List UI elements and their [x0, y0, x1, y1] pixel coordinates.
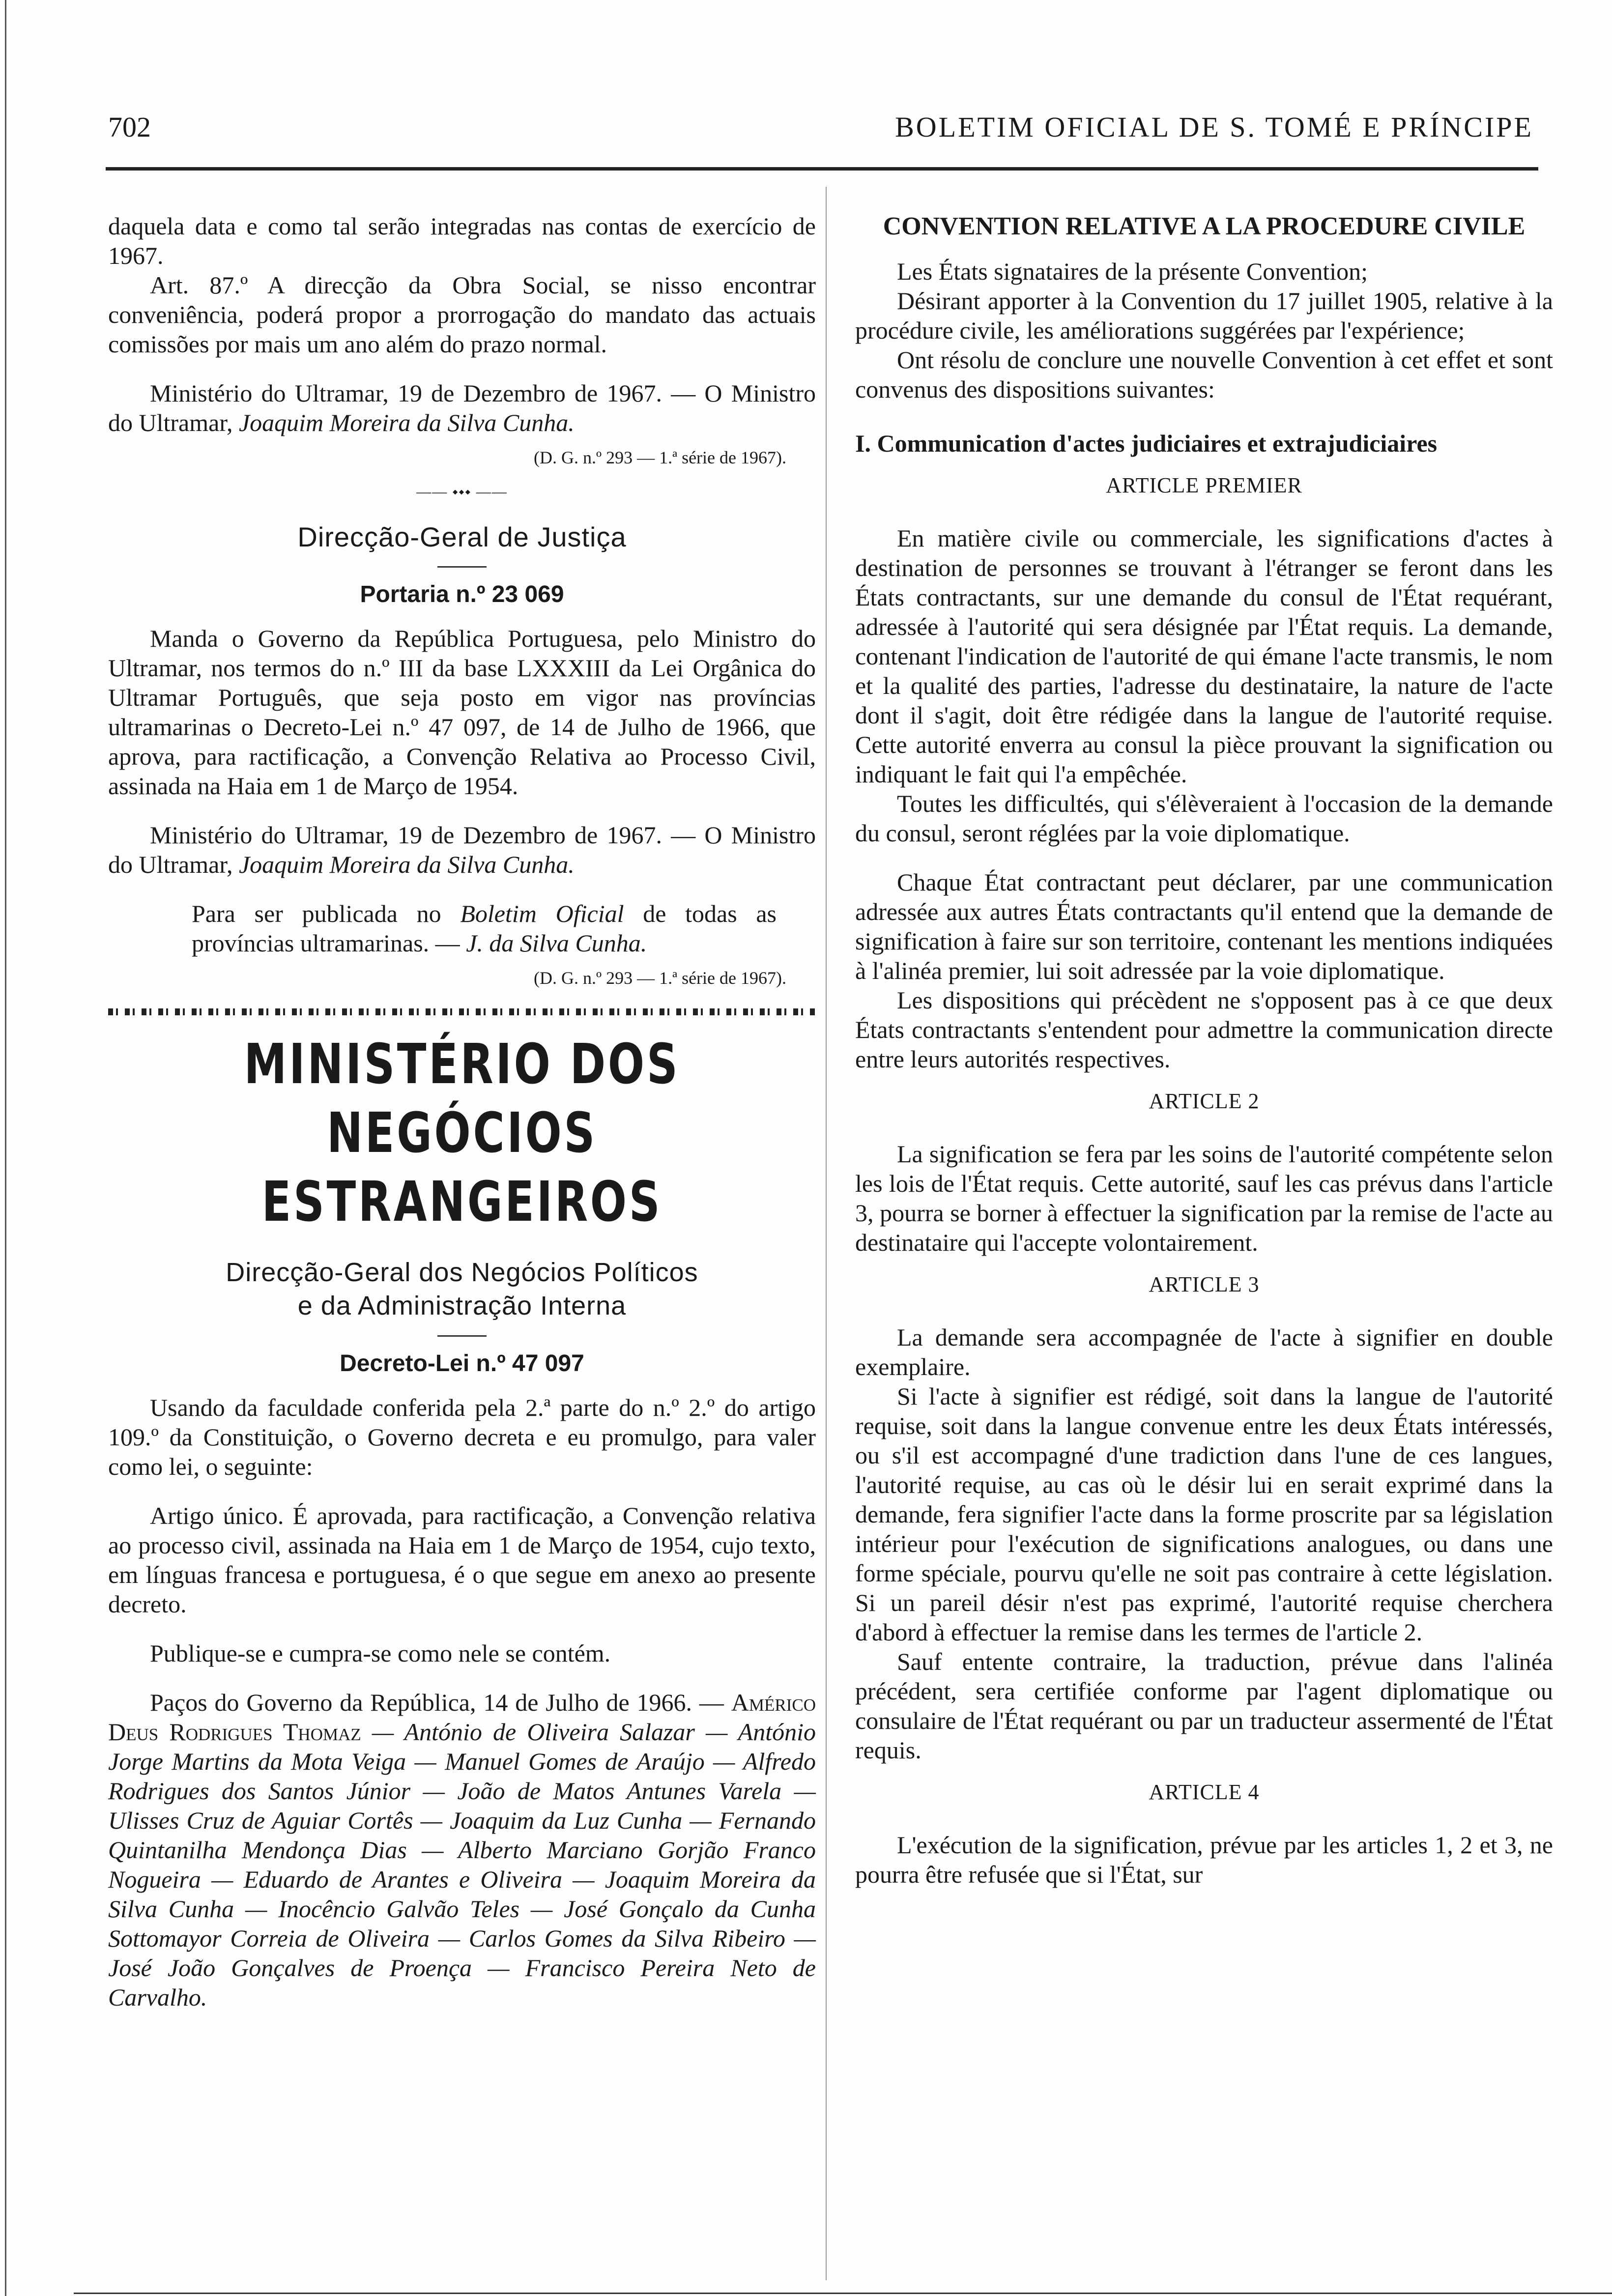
publique-clause: Publique-se e cumpra-se como nele se contém. [150, 1639, 611, 1667]
article-paragraph: L'exécution de la signification, prévue par les articles 1, 2 et 3, ne pourra être refusée que si l'État, sur [855, 1831, 1553, 1888]
publication-note-italic: Boletim Oficial [460, 899, 624, 927]
page-header [108, 106, 1533, 155]
convention-title: CONVENTION RELATIVE A LA PROCEDURE CIVILE [883, 212, 1526, 240]
preamble-paragraph: Désirant apporter à la Convention du 17 juillet 1905, relative à la procédure civile, les améliorations suggérées par l'expérience; [855, 287, 1553, 344]
department-heading: Direcção-Geral de Justiça [297, 521, 627, 553]
article-paragraph: La signification se fera par les soins de l'autorité compétente selon les lois de l'État requis. Cette autorité, sauf les cas prévus dans l'article 3, pourra se borner à effectuer la signification par la remise de l'acte au destinataire qui l'accepte volontairement. [855, 1140, 1553, 1256]
directorate-line: Direcção-Geral dos Negócios Políticos [226, 1258, 698, 1288]
section-heading: I. Communication d'actes judiciaires et extrajudiciaires [855, 430, 1438, 458]
signatories-block [108, 1688, 816, 2012]
article-paragraph: Sauf entente contraire, la traduction, prévue dans l'alinéa précédent, sera certifiée conforme par l'agent diplomatique ou consulaire de l'État requérant ou par un traducteur assermenté de l'État requis. [855, 1647, 1553, 1764]
signature-block-2 [108, 820, 816, 879]
ministry-line: Ministério do Ultramar, 19 de Dezembro de 1967. — O Ministro do Ultramar, [108, 821, 816, 878]
source-reference: (D. G. n.º 293 — 1.ª série de 1967). [533, 968, 786, 988]
portaria-title: Portaria n.º 23 069 [360, 581, 564, 608]
fleuron-divider: —— ⬩⬩⬩ —— [416, 484, 508, 500]
left-column [108, 211, 816, 2012]
ministry-title-line: MINISTÉRIO DOS NEGÓCIOS [244, 1033, 680, 1166]
ornamental-border [108, 1008, 816, 1015]
scan-edge-line [5, 0, 6, 2296]
header-rule [106, 167, 1538, 171]
publication-note-signature: J. da Silva Cunha. [466, 929, 647, 957]
decree-intro: Usando da faculdade conferida pela 2.ª parte do n.º 2.º do artigo 109.º da Constituição, o Governo decreta e eu promulgo, para valer como lei, o seguinte: [108, 1393, 816, 1480]
intro-paragraph: daquela data e como tal serão integradas nas contas de exercício de 1967. [108, 212, 816, 269]
article-87: Art. 87.º A direcção da Obra Social, se nisso encontrar conveniência, poderá propor a prorrogação do mandato das actuais comissões por mais um ano além do prazo normal. [108, 271, 816, 358]
publication-note [108, 899, 816, 958]
article-paragraph: La demande sera accompagnée de l'acte à signifier en double exemplaire. [855, 1323, 1553, 1380]
publication-note-text: Para ser publicada no [192, 899, 441, 927]
short-rule [437, 566, 487, 568]
preamble-paragraph: Ont résolu de conclure une nouvelle Convention à cet effet et sont convenus des dispositions suivantes: [855, 346, 1553, 403]
signature-block-1 [108, 378, 816, 437]
article-paragraph: Les dispositions qui précèdent ne s'opposent pas à ce que deux États contractants s'entendent pour admettre la communication directe entre leurs autorités respectives. [855, 986, 1553, 1073]
publication-title: BOLETIM OFICIAL DE S. TOMÉ E PRÍNCIPE [895, 111, 1533, 143]
minister-name: Joaquim Moreira da Silva Cunha. [238, 409, 575, 436]
article-paragraph: Chaque État contractant peut déclarer, par une communication adressée aux autres États contractants qu'il entend que la demande de signification à faire sur son territoire, contenant les mentions indiquées à l'alinéa premier, lui soit adressée par la voie diplomatique. [855, 868, 1553, 985]
directorate-heading [108, 1256, 816, 1322]
pacos-line: Paços do Governo da República, 14 de Julho de 1966. — [150, 1688, 724, 1716]
article-paragraph: Si l'acte à signifier est rédigé, soit dans la langue de l'autorité requise, soit dans la langue convenue entre les deux États intéressés, ou s'il est accompagné d'une tradiction dans l'une de ces langues, l'autorité requise, au cas où le désir lui en serait exprimé dans la demande, fera signifier l'acte dans la forme proscrite par sa législation intérieur pour l'exécution de significations analogues, ou dans une forme spéciale, pourvu qu'elle ne soit pas contraire à cette législation. Si un pareil désir n'est pas exprimé, l'autorité requise cherchera d'abord à effectuer la remise dans les termes de l'article 2. [855, 1382, 1553, 1646]
preamble-paragraph: Les États signataires de la présente Convention; [897, 258, 1368, 286]
article-heading: ARTICLE 4 [1149, 1779, 1260, 1804]
decree-title: Decreto-Lei n.º 47 097 [340, 1350, 584, 1377]
article-paragraph: Toutes les difficultés, qui s'élèveraient à l'occasion de la demande du consul, seront réglées par la voie diplomatique. [855, 790, 1553, 847]
right-column [855, 211, 1553, 1889]
short-rule [437, 1335, 487, 1337]
article-heading: ARTICLE 3 [1149, 1272, 1260, 1296]
publication-note-text: de todas as províncias ultramarinas. — [192, 899, 777, 957]
source-reference: (D. G. n.º 293 — 1.ª série de 1967). [533, 448, 786, 467]
directorate-line: e da Administração Interna [297, 1291, 627, 1320]
artigo-unico: Artigo único. É aprovada, para ractificação, a Convenção relativa ao processo civil, assinada na Haia em 1 de Março de 1954, cujo texto, em línguas francesa e portuguesa, é o que segue em anexo ao presente decreto. [108, 1501, 816, 1618]
ministry-title-line: ESTRANGEIROS [261, 1170, 662, 1234]
ministry-title [186, 1030, 738, 1236]
portaria-body: Manda o Governo da República Portuguesa, pelo Ministro do Ultramar, nos termos do n.º III da base LXXXIII da Lei Orgânica do Ultramar Português, que seja posto em vigor nas províncias ultramarinas o Decreto-Lei n.º 47 097, de 14 de Julho de 1966, que aprova, para ractificação, a Convenção Relativa ao Processo Civil, assinada na Haia em 1 de Março de 1954. [108, 624, 816, 800]
president-name: Américo Deus Rodrigues Thomaz [108, 1688, 816, 1746]
ministry-line: Ministério do Ultramar, 19 de Dezembro de 1967. — O Ministro do Ultramar, [108, 379, 816, 436]
article-heading: ARTICLE PREMIER [1106, 473, 1302, 498]
article-paragraph: En matière civile ou commerciale, les significations d'actes à destination de personnes se trouvant à l'étranger se feront dans les États contractants, sur une demande du consul de l'État requérant, adressée à l'autorité qui sera désignée par l'État requis. La demande, contenant l'indication de l'autorité de qui émane l'acte transmis, le nom et la qualité des parties, l'adresse du destinataire, la nature de l'acte dont il s'agit, doit être rédigée dans la langue de l'autorité requise. Cette autorité enverra au consul la pièce prouvant la signification ou indiquant le fait qui l'a empêchée. [855, 524, 1553, 788]
signatories-list: — António de Oliveira Salazar — António Jorge Martins da Mota Veiga — Manuel Gomes de Araújo — Alfredo Rodrigues dos Santos Júnior — João de Matos Antunes Varela — Ulisses Cruz de Aguiar Cortês — Joaquim da Luz Cunha — Fernando Quintanilha Mendonça Dias — Alberto Marciano Gorjão Franco Nogueira — Eduardo de Arantes e Oliveira — Joaquim Moreira da Silva Cunha — Inocêncio Galvão Teles — José Gonçalo da Cunha Sottomayor Correia de Oliveira — Carlos Gomes da Silva Ribeiro — José João Gonçalves de Proença — Francisco Pereira Neto de Carvalho. [108, 1718, 816, 2011]
minister-name: Joaquim Moreira da Silva Cunha. [238, 850, 575, 878]
article-heading: ARTICLE 2 [1149, 1089, 1260, 1114]
bottom-rule [74, 2293, 1612, 2294]
page-number: 702 [108, 111, 151, 143]
column-divider [826, 187, 827, 2280]
